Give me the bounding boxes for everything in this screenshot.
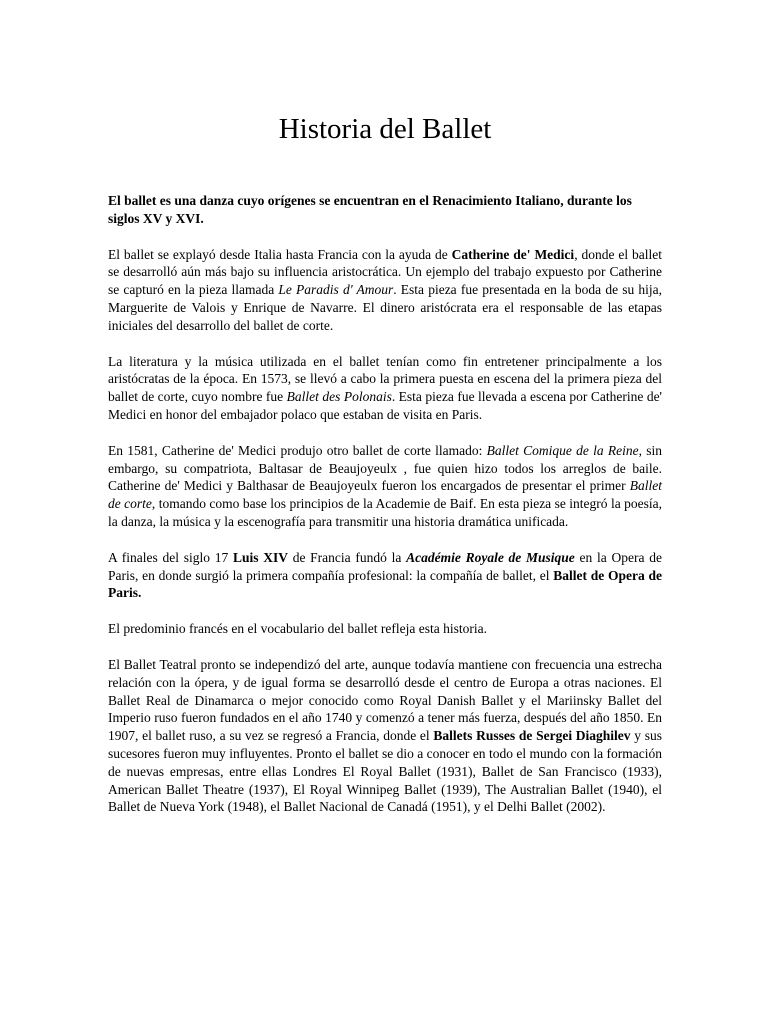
ballet-comique-italic: Ballet Comique de la Reine (486, 442, 639, 458)
ballet-de-corte-italic: Ballet de corte (108, 478, 662, 512)
paragraph-3-text-a: En 1581, Catherine de' Medici produjo otro ballet de corte llamado: (108, 442, 487, 458)
paragraph-1-text-c: , donde el ballet se desarrolló aún más bajo su influencia aristocrática. Un ejemplo del trabajo expuesto por Catherine se capturó en la pieza llamada (108, 246, 662, 298)
paragraph-4 (108, 549, 662, 602)
paragraph-3-text-c: , sin embargo, su compatriota, Baltasar de Beaujoyeulx , fue quien hizo todos los arreglos de baile. Catherine de' Medici y Balthasar de Beaujoyeulx fueron los encargados de presentar el primer (108, 442, 663, 494)
paragraph-1-text-a: El ballet se explayó desde Italia hasta Francia con la ayuda de (108, 246, 452, 262)
document-page (108, 112, 662, 816)
paragraph-5: El predominio francés en el vocabulario del ballet refleja esta historia. (108, 621, 487, 637)
ballet-des-polonais-italic: Ballet des Polonais (286, 389, 392, 405)
paragraph-4-text-a: A finales del siglo 17 (108, 549, 233, 565)
paragraph-4-text-e: en la Opera de Paris, en donde surgió la primera compañía profesional: la compañía de ballet, el (108, 549, 662, 583)
paragraph-4-text-c: de Francia fundó la (287, 549, 407, 565)
luis-xiv-bold: Luis XIV (232, 549, 288, 565)
paragraph-2-text-c: . Esta pieza fue llevada a escena por Catherine de' Medici en honor del embajador polaco que estaban de visita en Paris. (108, 389, 662, 422)
document-title: Historia del Ballet (278, 113, 492, 145)
ballets-russes-bold: Ballets Russes de Sergei Diaghilev (433, 728, 631, 744)
academie-royale-bold-italic: Académie Royale de Musique (406, 549, 575, 565)
ballet-opera-paris-bold: Ballet de Opera de Paris. (108, 567, 662, 601)
paragraph-1 (108, 246, 662, 335)
paragraph-3-text-e: , tomando como base los principios de la Academie de Baif. En esta pieza se integró la poesía, la danza, la música y la escenografía para transmitir una historia dramática unificada. (108, 496, 663, 529)
paragraph-2 (108, 353, 662, 424)
paragraph-1-text-e: . Esta pieza fue presentada en la boda de su hija, Marguerite de Valois y Enrique de Navarre. El dinero aristócrata era el responsable de las etapas iniciales del desarrollo del ballet de corte. (108, 282, 663, 333)
le-paradis-damour-italic: Le Paradis d' Amour (278, 282, 394, 298)
catherine-de-medici-bold: Catherine de' Medici (451, 246, 575, 262)
paragraph-6-text-a: El Ballet Teatral pronto se independizó del arte, aunque todavía mantiene con frecuencia una estrecha relación con la ópera, y de igual forma se desarrolló desde el centro de Europa a otras naciones. El Ballet Real de Dinamarca o mejor conocido como Royal Danish Ballet y el Mariinsky Ballet del Imperio ruso fueron fundados en el año 1740 y comenzó a tener más fuerza, después del año 1850. En 1907, el ballet ruso, a su vez se regresó a Francia, donde el (108, 656, 662, 744)
paragraph-2-text-a: La literatura y la música utilizada en el ballet tenían como fin entretener principalmente a los aristócratas de la época. En 1573, se llevó a cabo la primera puesta en escena del la primera pieza del ballet de corte, cuyo nombre fue (108, 353, 662, 405)
intro-paragraph: El ballet es una danza cuyo orígenes se encuentran en el Renacimiento Italiano, durante los siglos XV y XVI. (108, 193, 632, 226)
paragraph-6-text-c: y sus sucesores fueron muy influyentes. Pronto el ballet se dio a conocer en todo el mundo con la formación de nuevas empresas, entre ellas Londres El Royal Ballet (1931), Ballet de San Francisco (1933), American Ballet Theatre (1937), El Royal Winnipeg Ballet (1939), The Australian Ballet (1940), el Ballet de Nueva York (1948), el Ballet Nacional de Canadá (1951), y el Delhi Ballet (2002). (108, 728, 662, 815)
paragraph-6 (108, 656, 662, 816)
paragraph-3 (108, 442, 662, 531)
